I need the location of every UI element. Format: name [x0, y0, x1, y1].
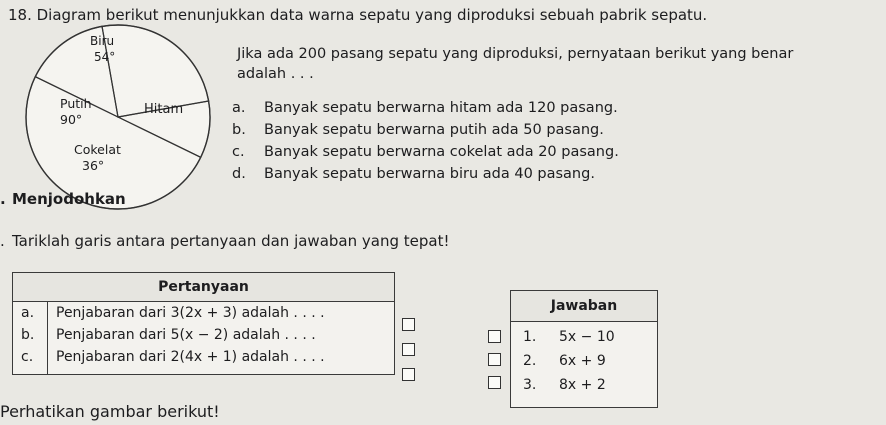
option-a[interactable] [232, 100, 618, 116]
question-title: 18. Diagram berikut menunjukkan data warna sepatu yang diproduksi sebuah pabrik sepatu. [8, 6, 708, 24]
section-heading [0, 190, 126, 208]
row-letter: a. [13, 302, 48, 325]
question-connector-box[interactable] [402, 368, 415, 381]
row-text: Penjabaran dari 5(x − 2) adalah . . . . [48, 324, 395, 346]
section-instruction-prefix: . [0, 232, 5, 250]
option-letter: a. [232, 100, 246, 116]
answer-connector-box[interactable] [488, 376, 501, 389]
pertanyaan-header: Pertanyaan [13, 273, 395, 302]
option-c[interactable] [232, 144, 619, 160]
pie-value-biru: 54° [94, 50, 116, 64]
section-instruction [0, 232, 449, 250]
option-letter: b. [232, 122, 246, 138]
section-heading-text: Menjodohkan [12, 190, 126, 208]
row-text: Penjabaran dari 2(4x + 1) adalah . . . . [48, 346, 395, 375]
table-row [523, 329, 615, 345]
pie-value-putih: 90° [60, 112, 83, 127]
pie-chart-svg [18, 22, 228, 212]
option-text: Banyak sepatu berwarna putih ada 50 pasang. [264, 122, 604, 138]
jawaban-header: Jawaban [511, 291, 657, 322]
table-row [523, 377, 606, 393]
option-letter: d. [232, 166, 246, 182]
answer-text: 5x − 10 [559, 329, 615, 345]
option-b[interactable] [232, 122, 604, 138]
answer-text: 8x + 2 [559, 377, 606, 393]
pie-label-hitam: Hitam [144, 102, 184, 117]
row-letter: c. [13, 346, 48, 375]
question-stem-line1: Jika ada 200 pasang sepatu yang diproduksi, pernyataan berikut yang benar [237, 46, 794, 62]
pie-chart [18, 22, 228, 212]
option-text: Banyak sepatu berwarna biru ada 40 pasang. [264, 166, 595, 182]
answer-text: 6x + 9 [559, 353, 606, 369]
pie-label-putih: Putih [60, 96, 92, 111]
answer-connector-box[interactable] [488, 330, 501, 343]
answer-number: 3. [523, 377, 537, 393]
jawaban-table [510, 290, 658, 408]
table-row [13, 346, 395, 375]
table-row [13, 324, 395, 346]
footer-text: Perhatikan gambar berikut! [0, 402, 220, 421]
table-row [13, 302, 395, 325]
section-heading-prefix: . [0, 190, 6, 208]
option-text: Banyak sepatu berwarna cokelat ada 20 pasang. [264, 144, 619, 160]
option-d[interactable] [232, 166, 595, 182]
pie-value-cokelat: 36° [82, 158, 105, 173]
pie-label-cokelat: Cokelat [74, 142, 121, 157]
option-letter: c. [232, 144, 245, 160]
question-connector-box[interactable] [402, 343, 415, 356]
pie-label-biru: Biru [90, 34, 115, 48]
question-stem-line2: adalah . . . [237, 66, 314, 82]
answer-number: 1. [523, 329, 537, 345]
option-text: Banyak sepatu berwarna hitam ada 120 pasang. [264, 100, 618, 116]
section-instruction-text: Tariklah garis antara pertanyaan dan jawaban yang tepat! [12, 232, 450, 250]
answer-number: 2. [523, 353, 537, 369]
question-connector-box[interactable] [402, 318, 415, 331]
answer-connector-box[interactable] [488, 353, 501, 366]
table-row [523, 353, 606, 369]
pertanyaan-table [12, 272, 395, 375]
row-text: Penjabaran dari 3(2x + 3) adalah . . . . [48, 302, 395, 325]
row-letter: b. [13, 324, 48, 346]
